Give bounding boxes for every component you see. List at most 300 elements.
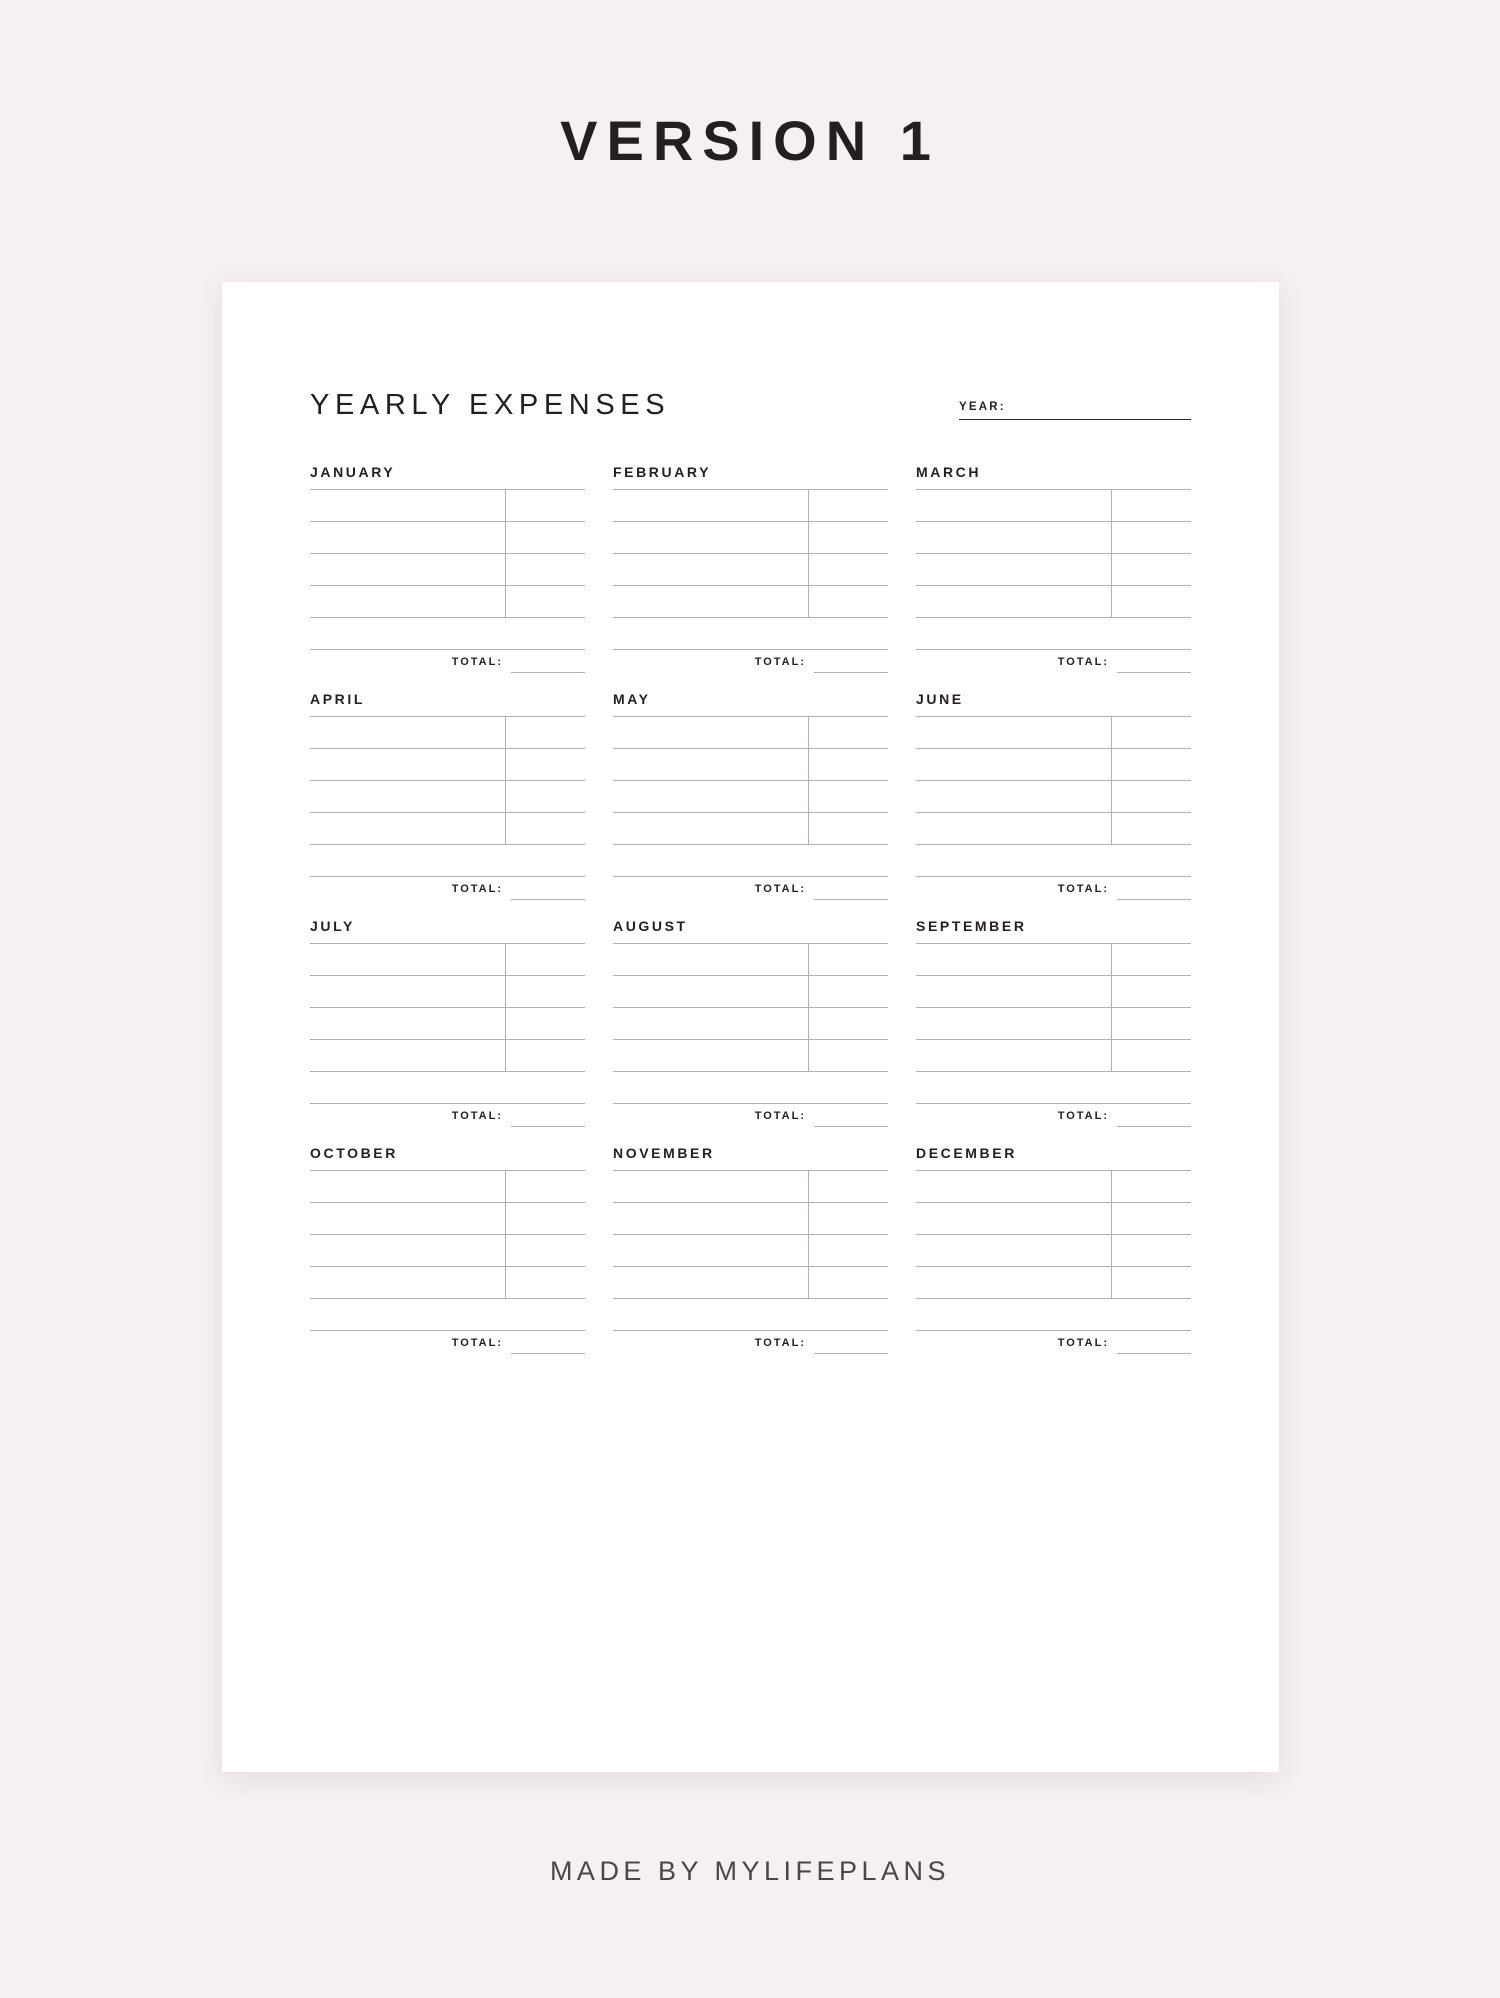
- month-total-row: [310, 879, 585, 900]
- expense-amount-cell[interactable]: [1111, 490, 1191, 522]
- expense-item-value: [916, 619, 1111, 649]
- expense-amount-cell[interactable]: [505, 717, 585, 749]
- month-block: [916, 918, 1191, 1127]
- month-total-row: [613, 1333, 888, 1354]
- month-name: JULY: [310, 918, 355, 934]
- table-row: [613, 522, 888, 554]
- expense-item-cell[interactable]: [310, 813, 505, 845]
- expense-item-cell[interactable]: [613, 1299, 808, 1331]
- expense-item-cell[interactable]: [916, 586, 1111, 618]
- expense-item-cell[interactable]: [310, 1040, 505, 1072]
- expense-amount-cell[interactable]: [808, 1040, 888, 1072]
- total-label: TOTAL:: [1057, 1337, 1109, 1349]
- month-name: OCTOBER: [310, 1145, 398, 1161]
- expense-item-value: [916, 555, 1111, 585]
- expense-item-value: [613, 619, 808, 649]
- expense-amount-value: [1112, 814, 1191, 844]
- expense-amount-value: [808, 1300, 888, 1330]
- expense-item-value: [613, 1172, 808, 1202]
- expense-amount-value: [808, 1073, 888, 1103]
- month-entry-table: [310, 1170, 585, 1331]
- expense-item-value: [613, 523, 808, 553]
- expense-item-cell[interactable]: [613, 1171, 808, 1203]
- expense-amount-value: [809, 1041, 888, 1071]
- table-row: [916, 749, 1191, 781]
- month-name: APRIL: [310, 691, 365, 707]
- expense-amount-cell[interactable]: [1111, 1235, 1191, 1267]
- expense-amount-cell[interactable]: [505, 781, 585, 813]
- month-total-row: [916, 1333, 1191, 1354]
- month-block: [613, 691, 888, 900]
- expense-amount-cell[interactable]: [808, 554, 888, 586]
- expense-amount-cell[interactable]: [808, 976, 888, 1008]
- table-row: [310, 749, 585, 781]
- table-row: [916, 781, 1191, 813]
- total-input[interactable]: [511, 879, 585, 900]
- expense-amount-cell[interactable]: [505, 1203, 585, 1235]
- expense-amount-value: [506, 718, 585, 748]
- expense-amount-cell[interactable]: [808, 749, 888, 781]
- expense-amount-cell[interactable]: [1111, 1203, 1191, 1235]
- month-entry-table: [310, 943, 585, 1104]
- expense-item-cell[interactable]: [916, 944, 1111, 976]
- table-row: [310, 717, 585, 749]
- expense-amount-cell[interactable]: [808, 717, 888, 749]
- month-total-row: [613, 879, 888, 900]
- total-input[interactable]: [511, 1106, 585, 1127]
- expense-item-value: [310, 1300, 505, 1330]
- expense-item-cell[interactable]: [916, 618, 1111, 650]
- expense-item-value: [310, 846, 505, 876]
- document-title: YEARLY EXPENSES: [310, 389, 671, 421]
- expense-item-cell[interactable]: [310, 522, 505, 554]
- expense-amount-cell[interactable]: [808, 1267, 888, 1299]
- expense-item-cell[interactable]: [310, 976, 505, 1008]
- total-input[interactable]: [814, 1106, 888, 1127]
- expense-amount-value: [506, 945, 585, 975]
- expense-amount-value: [506, 977, 585, 1007]
- expense-amount-cell[interactable]: [808, 586, 888, 618]
- month-entry-table: [916, 943, 1191, 1104]
- expense-amount-value: [809, 1236, 888, 1266]
- expense-amount-cell[interactable]: [1111, 813, 1191, 845]
- table-row: [310, 1299, 585, 1331]
- expense-item-cell[interactable]: [613, 1008, 808, 1040]
- month-total-row: [310, 1106, 585, 1127]
- expense-item-value: [613, 718, 808, 748]
- expense-item-cell[interactable]: [310, 618, 505, 650]
- expense-item-cell[interactable]: [310, 717, 505, 749]
- expense-amount-value: [506, 523, 585, 553]
- expense-amount-cell[interactable]: [505, 1299, 585, 1331]
- total-label: TOTAL:: [1057, 1110, 1109, 1122]
- expense-item-cell[interactable]: [916, 1267, 1111, 1299]
- expense-amount-value: [506, 1236, 585, 1266]
- expense-amount-value: [809, 1172, 888, 1202]
- year-label: YEAR:: [959, 401, 1006, 413]
- table-row: [613, 1008, 888, 1040]
- total-label: TOTAL:: [754, 1337, 806, 1349]
- expense-item-cell[interactable]: [310, 845, 505, 877]
- expense-item-cell[interactable]: [613, 1267, 808, 1299]
- expense-item-cell[interactable]: [613, 490, 808, 522]
- expense-item-cell[interactable]: [613, 813, 808, 845]
- total-input[interactable]: [511, 1333, 585, 1354]
- expense-amount-value: [809, 750, 888, 780]
- expense-amount-value: [809, 587, 888, 617]
- expense-item-value: [613, 587, 808, 617]
- expense-item-cell[interactable]: [613, 845, 808, 877]
- expense-item-cell[interactable]: [916, 1008, 1111, 1040]
- table-row: [310, 781, 585, 813]
- expense-item-value: [310, 718, 505, 748]
- expense-amount-cell[interactable]: [1111, 618, 1191, 650]
- table-row: [916, 717, 1191, 749]
- expense-item-cell[interactable]: [310, 586, 505, 618]
- month-entry-table: [613, 489, 888, 650]
- expense-item-cell[interactable]: [310, 1008, 505, 1040]
- expense-amount-value: [1112, 1204, 1191, 1234]
- expense-item-cell[interactable]: [916, 1171, 1111, 1203]
- month-total-row: [916, 652, 1191, 673]
- total-label: TOTAL:: [451, 883, 503, 895]
- expense-amount-value: [1112, 491, 1191, 521]
- expense-amount-value: [1112, 718, 1191, 748]
- table-row: [613, 1235, 888, 1267]
- expense-amount-cell[interactable]: [808, 490, 888, 522]
- expense-amount-value: [1112, 1172, 1191, 1202]
- expense-item-cell[interactable]: [613, 586, 808, 618]
- table-row: [310, 845, 585, 877]
- year-input[interactable]: [1006, 401, 1191, 413]
- expense-item-value: [310, 491, 505, 521]
- expense-item-value: [613, 1300, 808, 1330]
- month-total-row: [613, 1106, 888, 1127]
- expense-amount-value: [506, 1268, 585, 1298]
- expense-amount-value: [1112, 977, 1191, 1007]
- expense-amount-cell[interactable]: [1111, 976, 1191, 1008]
- expense-item-cell[interactable]: [916, 717, 1111, 749]
- table-row: [916, 1171, 1191, 1203]
- expense-item-value: [916, 945, 1111, 975]
- expense-amount-cell[interactable]: [1111, 781, 1191, 813]
- expense-amount-cell[interactable]: [808, 522, 888, 554]
- expense-item-cell[interactable]: [613, 976, 808, 1008]
- month-block: [310, 918, 585, 1127]
- table-row: [916, 618, 1191, 650]
- expense-item-cell[interactable]: [310, 490, 505, 522]
- expense-amount-cell[interactable]: [808, 1008, 888, 1040]
- expense-item-value: [613, 1009, 808, 1039]
- month-block: [916, 691, 1191, 900]
- expense-amount-cell[interactable]: [505, 944, 585, 976]
- expense-amount-cell[interactable]: [505, 522, 585, 554]
- expense-item-value: [310, 1073, 505, 1103]
- table-row: [310, 618, 585, 650]
- expense-amount-cell[interactable]: [505, 813, 585, 845]
- expense-amount-value: [505, 1073, 585, 1103]
- expense-amount-cell[interactable]: [808, 618, 888, 650]
- month-name: SEPTEMBER: [916, 918, 1027, 934]
- table-row: [613, 618, 888, 650]
- table-row: [613, 586, 888, 618]
- expense-amount-value: [809, 555, 888, 585]
- expense-amount-cell[interactable]: [1111, 749, 1191, 781]
- expense-item-cell[interactable]: [916, 781, 1111, 813]
- expense-item-cell[interactable]: [613, 781, 808, 813]
- expense-item-cell[interactable]: [613, 749, 808, 781]
- expense-amount-cell[interactable]: [505, 554, 585, 586]
- expense-item-cell[interactable]: [310, 554, 505, 586]
- page-title: VERSION 1: [560, 109, 940, 172]
- expense-amount-cell[interactable]: [1111, 586, 1191, 618]
- expense-item-value: [916, 846, 1111, 876]
- month-block: [613, 464, 888, 673]
- expense-amount-value: [506, 491, 585, 521]
- month-entry-table: [613, 1170, 888, 1331]
- expense-amount-cell[interactable]: [1111, 845, 1191, 877]
- expense-item-value: [310, 750, 505, 780]
- expense-item-cell[interactable]: [310, 944, 505, 976]
- expense-amount-cell[interactable]: [505, 618, 585, 650]
- expense-item-cell[interactable]: [310, 1171, 505, 1203]
- total-input[interactable]: [814, 1333, 888, 1354]
- table-row: [613, 845, 888, 877]
- expense-item-value: [310, 814, 505, 844]
- table-row: [310, 976, 585, 1008]
- footer-credit: MADE BY MYLIFEPLANS: [549, 1856, 951, 1886]
- expense-item-value: [613, 1268, 808, 1298]
- expense-amount-value: [1111, 1300, 1191, 1330]
- month-entry-table: [613, 943, 888, 1104]
- expense-amount-cell[interactable]: [1111, 1299, 1191, 1331]
- table-row: [613, 1171, 888, 1203]
- total-label: TOTAL:: [1057, 883, 1109, 895]
- expense-item-value: [613, 1073, 808, 1103]
- expense-item-cell[interactable]: [613, 522, 808, 554]
- total-input[interactable]: [1117, 652, 1191, 673]
- expense-item-value: [310, 1204, 505, 1234]
- table-row: [310, 554, 585, 586]
- table-row: [916, 845, 1191, 877]
- expense-item-value: [916, 1073, 1111, 1103]
- expense-amount-cell[interactable]: [505, 1072, 585, 1104]
- expense-item-value: [613, 555, 808, 585]
- expense-item-cell[interactable]: [310, 1299, 505, 1331]
- total-input[interactable]: [814, 879, 888, 900]
- expense-item-cell[interactable]: [916, 490, 1111, 522]
- month-total-row: [916, 879, 1191, 900]
- expense-amount-value: [505, 1300, 585, 1330]
- expense-item-cell[interactable]: [916, 749, 1111, 781]
- expense-item-value: [916, 1300, 1111, 1330]
- expense-amount-cell[interactable]: [808, 813, 888, 845]
- total-input[interactable]: [1117, 1106, 1191, 1127]
- expense-amount-cell[interactable]: [1111, 1267, 1191, 1299]
- table-row: [310, 1203, 585, 1235]
- expense-item-cell[interactable]: [310, 1235, 505, 1267]
- expense-amount-cell[interactable]: [505, 749, 585, 781]
- expense-amount-cell[interactable]: [505, 1267, 585, 1299]
- printable-sheet: [222, 282, 1279, 1772]
- expense-item-cell[interactable]: [916, 1203, 1111, 1235]
- expense-item-cell[interactable]: [916, 1040, 1111, 1072]
- total-input[interactable]: [814, 652, 888, 673]
- table-row: [310, 522, 585, 554]
- expense-item-cell[interactable]: [916, 976, 1111, 1008]
- expense-amount-value: [809, 945, 888, 975]
- expense-item-cell[interactable]: [613, 717, 808, 749]
- expense-amount-cell[interactable]: [1111, 717, 1191, 749]
- table-row: [916, 554, 1191, 586]
- expense-amount-cell[interactable]: [1111, 1008, 1191, 1040]
- expense-item-cell[interactable]: [310, 749, 505, 781]
- expense-item-cell[interactable]: [613, 1235, 808, 1267]
- expense-item-cell[interactable]: [310, 1267, 505, 1299]
- expense-item-cell[interactable]: [613, 944, 808, 976]
- expense-amount-cell[interactable]: [505, 586, 585, 618]
- table-row: [310, 1008, 585, 1040]
- total-label: TOTAL:: [754, 1110, 806, 1122]
- expense-amount-value: [506, 814, 585, 844]
- expense-item-cell[interactable]: [916, 1072, 1111, 1104]
- expense-amount-cell[interactable]: [1111, 554, 1191, 586]
- expense-item-cell[interactable]: [613, 1072, 808, 1104]
- expense-item-cell[interactable]: [613, 1203, 808, 1235]
- expense-amount-cell[interactable]: [1111, 944, 1191, 976]
- month-block: [916, 1145, 1191, 1354]
- month-entry-table: [916, 716, 1191, 877]
- expense-amount-value: [1112, 1268, 1191, 1298]
- expense-item-value: [916, 1041, 1111, 1071]
- expense-amount-cell[interactable]: [505, 1008, 585, 1040]
- expense-amount-cell[interactable]: [505, 1040, 585, 1072]
- expense-item-cell[interactable]: [613, 554, 808, 586]
- expense-item-cell[interactable]: [310, 1203, 505, 1235]
- expense-item-value: [916, 814, 1111, 844]
- table-row: [916, 1299, 1191, 1331]
- expense-item-value: [310, 1268, 505, 1298]
- month-name: DECEMBER: [916, 1145, 1017, 1161]
- expense-item-value: [916, 1172, 1111, 1202]
- expense-amount-cell[interactable]: [505, 1171, 585, 1203]
- month-name: FEBRUARY: [613, 464, 712, 480]
- expense-item-cell[interactable]: [916, 1235, 1111, 1267]
- expense-amount-value: [809, 1204, 888, 1234]
- expense-item-value: [613, 491, 808, 521]
- expense-item-value: [310, 523, 505, 553]
- expense-item-cell[interactable]: [310, 1072, 505, 1104]
- sheet-content: [310, 362, 1191, 1712]
- month-name: JUNE: [916, 691, 964, 707]
- expense-item-value: [916, 491, 1111, 521]
- expense-item-cell[interactable]: [916, 1299, 1111, 1331]
- expense-item-value: [613, 1204, 808, 1234]
- expense-amount-cell[interactable]: [505, 976, 585, 1008]
- expense-item-value: [310, 977, 505, 1007]
- expense-amount-value: [506, 555, 585, 585]
- expense-amount-cell[interactable]: [808, 845, 888, 877]
- expense-amount-value: [506, 587, 585, 617]
- expense-amount-cell[interactable]: [1111, 1171, 1191, 1203]
- total-label: TOTAL:: [451, 1337, 503, 1349]
- expense-item-cell[interactable]: [916, 522, 1111, 554]
- table-row: [613, 1267, 888, 1299]
- total-input[interactable]: [1117, 879, 1191, 900]
- table-row: [613, 1299, 888, 1331]
- table-row: [613, 554, 888, 586]
- expense-amount-value: [1112, 1236, 1191, 1266]
- expense-amount-cell[interactable]: [505, 1235, 585, 1267]
- expense-amount-cell[interactable]: [808, 781, 888, 813]
- month-block: [310, 1145, 585, 1354]
- month-entry-table: [916, 489, 1191, 650]
- expense-item-value: [613, 945, 808, 975]
- expense-amount-cell[interactable]: [808, 944, 888, 976]
- total-input[interactable]: [1117, 1333, 1191, 1354]
- expense-amount-value: [505, 619, 585, 649]
- month-block: [613, 918, 888, 1127]
- expense-item-cell[interactable]: [613, 618, 808, 650]
- expense-item-cell[interactable]: [310, 781, 505, 813]
- total-label: TOTAL:: [451, 1110, 503, 1122]
- expense-amount-value: [809, 977, 888, 1007]
- expense-amount-cell[interactable]: [505, 490, 585, 522]
- month-entry-table: [916, 1170, 1191, 1331]
- year-field[interactable]: [959, 401, 1191, 420]
- expense-amount-cell[interactable]: [808, 1072, 888, 1104]
- table-row: [310, 813, 585, 845]
- months-grid: [310, 464, 1191, 1372]
- expense-item-value: [310, 1172, 505, 1202]
- month-block: [916, 464, 1191, 673]
- total-label: TOTAL:: [1057, 656, 1109, 668]
- table-row: [916, 944, 1191, 976]
- expense-amount-value: [809, 523, 888, 553]
- expense-amount-cell[interactable]: [808, 1171, 888, 1203]
- expense-amount-cell[interactable]: [1111, 522, 1191, 554]
- expense-amount-cell[interactable]: [1111, 1040, 1191, 1072]
- expense-amount-cell[interactable]: [808, 1203, 888, 1235]
- expense-item-value: [916, 523, 1111, 553]
- expense-amount-cell[interactable]: [808, 1299, 888, 1331]
- table-row: [310, 586, 585, 618]
- table-row: [916, 1072, 1191, 1104]
- month-block: [310, 691, 585, 900]
- expense-item-cell[interactable]: [916, 813, 1111, 845]
- expense-amount-value: [809, 718, 888, 748]
- expense-amount-value: [1111, 619, 1191, 649]
- expense-item-cell[interactable]: [916, 845, 1111, 877]
- expense-item-cell[interactable]: [613, 1040, 808, 1072]
- expense-amount-value: [809, 1009, 888, 1039]
- expense-amount-value: [1112, 1009, 1191, 1039]
- expense-amount-value: [1112, 945, 1191, 975]
- expense-amount-cell[interactable]: [808, 1235, 888, 1267]
- expense-item-value: [916, 587, 1111, 617]
- expense-item-cell[interactable]: [916, 554, 1111, 586]
- expense-amount-cell[interactable]: [1111, 1072, 1191, 1104]
- table-row: [613, 749, 888, 781]
- table-row: [613, 976, 888, 1008]
- expense-amount-cell[interactable]: [505, 845, 585, 877]
- expense-item-value: [310, 587, 505, 617]
- expense-amount-value: [1111, 846, 1191, 876]
- month-name: AUGUST: [613, 918, 688, 934]
- expense-item-value: [916, 977, 1111, 1007]
- total-input[interactable]: [511, 652, 585, 673]
- expense-item-value: [310, 1041, 505, 1071]
